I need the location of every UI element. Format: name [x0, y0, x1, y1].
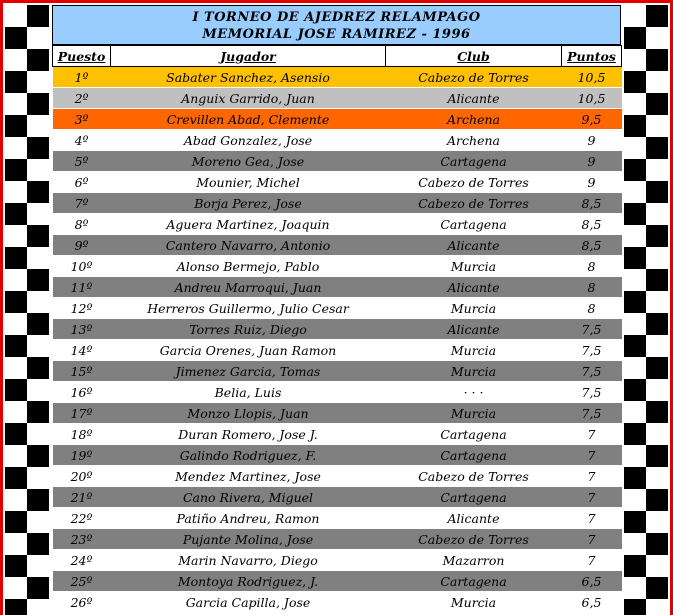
cell-player: Aguera Martinez, Joaquin: [111, 214, 386, 235]
cell-position: 20º: [53, 466, 111, 487]
table-row: [53, 235, 622, 256]
cell-club: Cartagena: [386, 445, 562, 466]
cell-club: Cabezo de Torres: [386, 67, 562, 88]
cell-player: Cantero Navarro, Antonio: [111, 235, 386, 256]
table-row: [53, 172, 622, 193]
table-row: [53, 298, 622, 319]
cell-club: Murcia: [386, 298, 562, 319]
cell-club: Cartagena: [386, 571, 562, 592]
cell-points: 9: [562, 130, 622, 151]
table-row: [53, 445, 622, 466]
cell-player: Herreros Guillermo, Julio Cesar: [111, 298, 386, 319]
cell-points: 7: [562, 529, 622, 550]
cell-club: Mazarron: [386, 550, 562, 571]
cell-position: 22º: [53, 508, 111, 529]
table-row: [53, 277, 622, 298]
cell-points: 9: [562, 172, 622, 193]
table-row: [53, 361, 622, 382]
cell-player: Jimenez Garcia, Tomas: [111, 361, 386, 382]
cell-club: Archena: [386, 130, 562, 151]
tournament-title: [52, 5, 621, 45]
cell-position: 17º: [53, 403, 111, 424]
table-row: [53, 550, 622, 571]
cell-player: Borja Perez, Jose: [111, 193, 386, 214]
cell-player: Galindo Rodriguez, F.: [111, 445, 386, 466]
table-row: [53, 382, 622, 403]
cell-points: 8: [562, 277, 622, 298]
cell-points: 10,5: [562, 67, 622, 88]
header-row: [53, 46, 622, 67]
cell-position: 7º: [53, 193, 111, 214]
cell-points: 7,5: [562, 319, 622, 340]
table-row: [53, 130, 622, 151]
cell-points: 7,5: [562, 403, 622, 424]
table-row: [53, 592, 622, 613]
cell-player: Alonso Bermejo, Pablo: [111, 256, 386, 277]
table-row: [53, 214, 622, 235]
table-row: [53, 151, 622, 172]
cell-points: 6,5: [562, 571, 622, 592]
title-line-1: I TORNEO DE AJEDREZ RELAMPAGO: [192, 10, 481, 25]
cell-player: Moreno Gea, Jose: [111, 151, 386, 172]
cell-player: Anguix Garrido, Juan: [111, 88, 386, 109]
cell-position: 2º: [53, 88, 111, 109]
cell-club: Cartagena: [386, 487, 562, 508]
cell-club: Alicante: [386, 319, 562, 340]
cell-position: 11º: [53, 277, 111, 298]
cell-player: Garcia Capilla, Jose: [111, 592, 386, 613]
cell-position: 13º: [53, 319, 111, 340]
cell-club: Cabezo de Torres: [386, 466, 562, 487]
cell-club: Murcia: [386, 403, 562, 424]
cell-position: 24º: [53, 550, 111, 571]
cell-position: 25º: [53, 571, 111, 592]
table-row: [53, 319, 622, 340]
table-row: [53, 529, 622, 550]
cell-position: 16º: [53, 382, 111, 403]
cell-points: 9: [562, 151, 622, 172]
cell-player: Patiño Andreu, Ramon: [111, 508, 386, 529]
cell-points: 7: [562, 466, 622, 487]
cell-position: 3º: [53, 109, 111, 130]
cell-player: Duran Romero, Jose J.: [111, 424, 386, 445]
cell-player: Crevillen Abad, Clemente: [111, 109, 386, 130]
cell-points: 7: [562, 445, 622, 466]
checkerboard-border-left: [5, 5, 49, 615]
cell-club: Murcia: [386, 592, 562, 613]
cell-points: 6,5: [562, 592, 622, 613]
cell-player: Cano Rivera, Miguel: [111, 487, 386, 508]
cell-player: Andreu Marroqui, Juan: [111, 277, 386, 298]
cell-points: 7,5: [562, 361, 622, 382]
cell-position: 21º: [53, 487, 111, 508]
cell-points: 8,5: [562, 193, 622, 214]
cell-position: 23º: [53, 529, 111, 550]
header-points: Puntos: [562, 46, 622, 67]
table-row: [53, 193, 622, 214]
cell-points: 7: [562, 550, 622, 571]
cell-position: 1º: [53, 67, 111, 88]
cell-club: Alicante: [386, 508, 562, 529]
table-row: [53, 403, 622, 424]
cell-points: 9,5: [562, 109, 622, 130]
table-row: [53, 466, 622, 487]
cell-player: Monzo Llopis, Juan: [111, 403, 386, 424]
cell-points: 7: [562, 487, 622, 508]
table-row: [53, 571, 622, 592]
cell-player: Mounier, Michel: [111, 172, 386, 193]
cell-club: Cabezo de Torres: [386, 172, 562, 193]
cell-points: 8: [562, 256, 622, 277]
cell-club: Cabezo de Torres: [386, 529, 562, 550]
header-club: Club: [386, 46, 562, 67]
cell-position: 14º: [53, 340, 111, 361]
cell-player: Montoya Rodriguez, J.: [111, 571, 386, 592]
cell-player: Pujante Molina, Jose: [111, 529, 386, 550]
cell-player: Garcia Orenes, Juan Ramon: [111, 340, 386, 361]
table-row: [53, 424, 622, 445]
cell-position: 8º: [53, 214, 111, 235]
standings-table: [52, 45, 622, 613]
cell-position: 10º: [53, 256, 111, 277]
cell-club: Archena: [386, 109, 562, 130]
cell-club: Murcia: [386, 340, 562, 361]
table-row: [53, 256, 622, 277]
cell-club: Cartagena: [386, 424, 562, 445]
cell-position: 12º: [53, 298, 111, 319]
cell-position: 6º: [53, 172, 111, 193]
cell-player: Mendez Martinez, Jose: [111, 466, 386, 487]
cell-player: Sabater Sanchez, Asensio: [111, 67, 386, 88]
cell-points: 7,5: [562, 340, 622, 361]
cell-points: 10,5: [562, 88, 622, 109]
table-row: [53, 340, 622, 361]
header-position: Puesto: [53, 46, 111, 67]
cell-points: 7: [562, 508, 622, 529]
cell-points: 8,5: [562, 214, 622, 235]
cell-club: · · ·: [386, 382, 562, 403]
table-row: [53, 487, 622, 508]
table-row: [53, 67, 622, 88]
cell-position: 26º: [53, 592, 111, 613]
cell-club: Cabezo de Torres: [386, 193, 562, 214]
cell-club: Murcia: [386, 256, 562, 277]
cell-position: 15º: [53, 361, 111, 382]
results-sheet: [52, 5, 621, 613]
cell-points: 8: [562, 298, 622, 319]
cell-player: Torres Ruiz, Diego: [111, 319, 386, 340]
cell-points: 7,5: [562, 382, 622, 403]
cell-club: Cartagena: [386, 151, 562, 172]
checkerboard-border-right: [624, 5, 668, 615]
title-line-2: MEMORIAL JOSE RAMIREZ - 1996: [202, 27, 471, 42]
cell-position: 9º: [53, 235, 111, 256]
cell-position: 4º: [53, 130, 111, 151]
cell-points: 8,5: [562, 235, 622, 256]
cell-club: Murcia: [386, 361, 562, 382]
cell-club: Cartagena: [386, 214, 562, 235]
cell-player: Marin Navarro, Diego: [111, 550, 386, 571]
table-row: [53, 508, 622, 529]
table-row: [53, 109, 622, 130]
table-row: [53, 88, 622, 109]
cell-player: Abad Gonzalez, Jose: [111, 130, 386, 151]
cell-club: Alicante: [386, 277, 562, 298]
cell-points: 7: [562, 424, 622, 445]
header-player: Jugador: [111, 46, 386, 67]
cell-position: 5º: [53, 151, 111, 172]
cell-position: 18º: [53, 424, 111, 445]
cell-club: Alicante: [386, 235, 562, 256]
cell-club: Alicante: [386, 88, 562, 109]
cell-position: 19º: [53, 445, 111, 466]
cell-player: Belia, Luis: [111, 382, 386, 403]
